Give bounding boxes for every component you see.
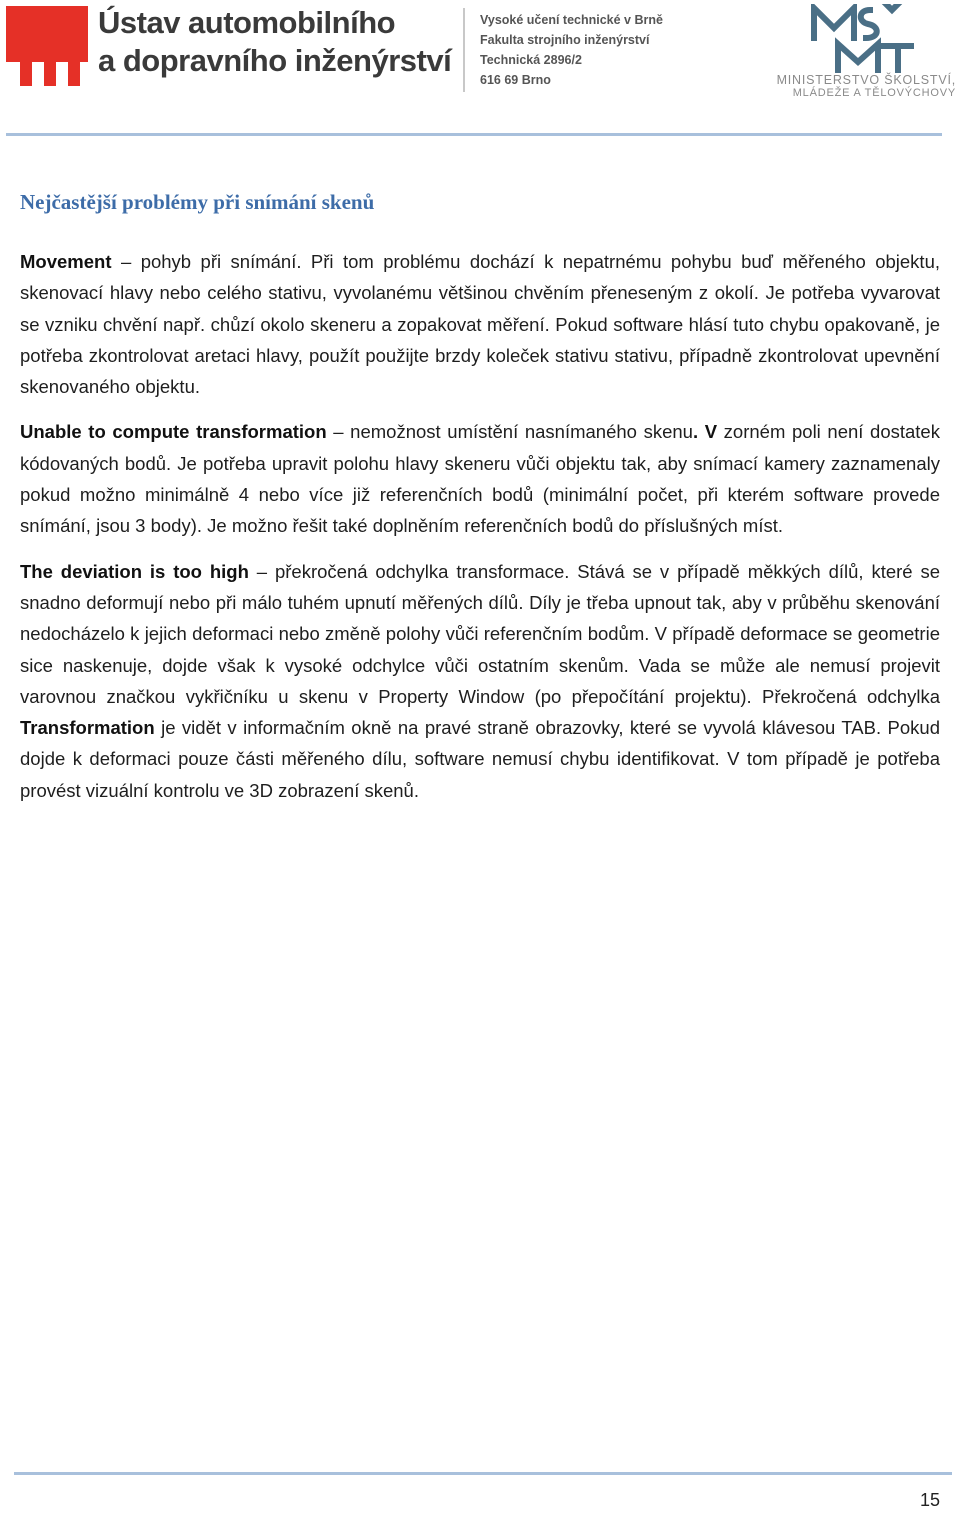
paragraph-deviation-too-high	[20, 556, 940, 806]
page-content	[20, 186, 940, 820]
bold-fragment: Transformation	[20, 717, 155, 739]
address-line: Fakulta strojního inženýrství	[480, 33, 650, 47]
term-movement: Movement	[20, 251, 112, 272]
term-deviation-too-high: The deviation is too high	[20, 560, 249, 582]
institute-name-line1: Ústav automobilního	[98, 5, 396, 40]
institute-logo-icon	[6, 6, 88, 86]
ministry-name-line2: MLÁDEŽE A TĚLOVÝCHOVY	[792, 87, 956, 99]
term-dash: –	[326, 421, 351, 443]
header-rule	[6, 133, 942, 136]
footer-rule	[14, 1472, 952, 1475]
institute-name-line2: a dopravního inženýrství	[98, 43, 452, 78]
paragraph-movement	[20, 246, 940, 402]
paragraph-text: pohyb při snímání. Při tom problému dochází k nepatrnému pohybu buď měřeného objektu, skenovací hlavy nebo celého stativu, vyvolanému většinou chvěním přeneseným z okolí. Je potřeba vyvarovat se vzniku chvění např. chůzí okolo skeneru a zopakovat měření. Pokud software hlásí tuto chybu opakovaně, je potřeba zkontrolovat aretaci hlavy, použít použijte brzdy koleček stativu stativu, případně zkontrolovat upevnění skenovaného objektu.	[20, 251, 941, 398]
paragraph-text: je vidět v informačním okně na pravé straně obrazovky, které se vyvolá klávesou TAB. Pokud dojde k deformaci pouze části měřeného dílu, software nemusí chybu identifikovat. V tom případě je potřeba provést vizuální kontrolu ve 3D zobrazení skenů.	[20, 717, 940, 801]
ministry-logo-icon	[808, 4, 914, 74]
paragraph-text: zorném poli není dostatek kódovaných bodů. Je potřeba upravit polohu hlavy skeneru vůči objektu tak, aby snímací kamery zaznamenaly pokud možno minimálně 4 nebo více již referenčních bodů (minimální počet, při kterém software provede snímání, jsou 3 body). Je možno řešit také doplněním referenčních bodů do příslušných míst.	[20, 421, 940, 537]
paragraph-unable-to-compute	[20, 416, 940, 541]
term-dash: –	[248, 560, 275, 582]
university-address	[480, 10, 680, 90]
address-line: 616 69 Brno	[480, 73, 551, 87]
paragraph-text: překročená odchylka transformace. Stává se v případě měkkých dílů, které se snadno deformují nebo při málo tuhém upnutí měřených dílů. Díly je třeba upnout tak, aby v průběhu skenování nedocházelo k jejich deformaci nebo změně polohy vůči referenčním bodům. V případě deformace se geometrie sice naskenuje, dojde však k vysoké odchylce vůči ostatním skenům. Vada se může ale nemusí projevit varovnou značkou vykřičníku u skenu v Property Window (po přepočítání projektu). Překročená odchylka	[20, 560, 940, 707]
institute-name	[98, 4, 458, 80]
paragraph-text: nemožnost umístění nasnímaného skenu	[350, 421, 693, 443]
ministry-name	[760, 74, 956, 100]
page-header	[0, 0, 960, 110]
address-line: Vysoké učení technické v Brně	[480, 13, 663, 27]
address-line: Technická 2896/2	[480, 53, 582, 67]
term-dash: –	[111, 251, 141, 272]
header-divider	[463, 8, 465, 92]
term-unable-to-compute: Unable to compute transformation	[20, 421, 327, 443]
page-number: 15	[919, 1490, 940, 1510]
bold-fragment: . V	[692, 421, 718, 443]
ministry-name-line1: MINISTERSTVO ŠKOLSTVÍ,	[776, 73, 956, 87]
section-title: Nejčastější problémy při snímání skenů	[20, 190, 375, 214]
